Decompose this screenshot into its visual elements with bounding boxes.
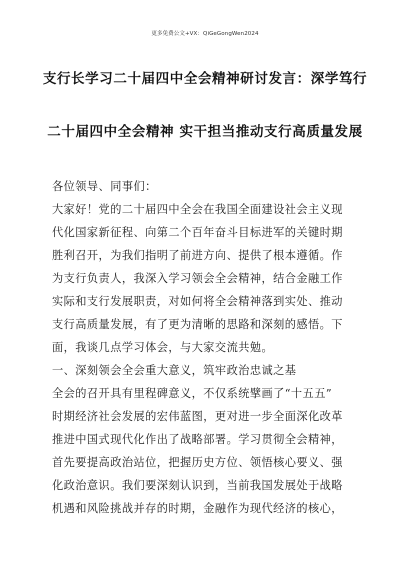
body-line: 时期经济社会发展的宏伟蓝图，更对进一步全面深化改革 bbox=[52, 410, 343, 423]
body-line: 面，我谈几点学习体会，与大家交流共勉。 bbox=[52, 341, 274, 354]
body-line: 代化国家新征程、向第二个百年奋斗目标进军的关键时期 bbox=[52, 226, 343, 239]
body-line: 推进中国式现代化作出了战略部署。学习贯彻全会精神， bbox=[52, 433, 343, 446]
body-line: 实际和支行发展职责，对如何将全会精神落到实处、推动 bbox=[52, 295, 343, 308]
section-heading: 一、深刻领会全会重大意义，筑牢政治忠诚之基 bbox=[52, 364, 297, 377]
body-line: 机遇和风险挑战并存的时期，金融作为现代经济的核心， bbox=[52, 502, 343, 515]
body-line: 大家好！党的二十届四中全会在我国全面建设社会主义现 bbox=[52, 203, 343, 216]
document-title-line-2: 二十届四中全会精神 实干担当推动支行高质量发展 bbox=[47, 124, 363, 140]
document-title-line-1: 支行长学习二十届四中全会精神研讨发言：深学笃行 bbox=[42, 71, 368, 87]
body-line: 首先要提高政治站位，把握历史方位、领悟核心要义、强 bbox=[52, 456, 343, 469]
body-line: 支行高质量发展，有了更为清晰的思路和深刻的感悟。下 bbox=[52, 318, 343, 331]
header-note: 更多免费公文+VX：QiGeGongWen2024 bbox=[151, 31, 259, 37]
body-line: 胜利召开，为我们指明了前进方向、提供了根本遵循。作 bbox=[52, 249, 343, 262]
body-line: 各位领导、同事们： bbox=[52, 180, 157, 193]
body-line: 为支行负责人，我深入学习领会全会精神，结合金融工作 bbox=[52, 272, 343, 285]
body-line: 全会的召开具有里程碑意义，不仅系统擘画了“十五五” bbox=[52, 387, 333, 400]
body-line: 化政治意识。我们要深刻认识到，当前我国发展处于战略 bbox=[52, 479, 343, 492]
